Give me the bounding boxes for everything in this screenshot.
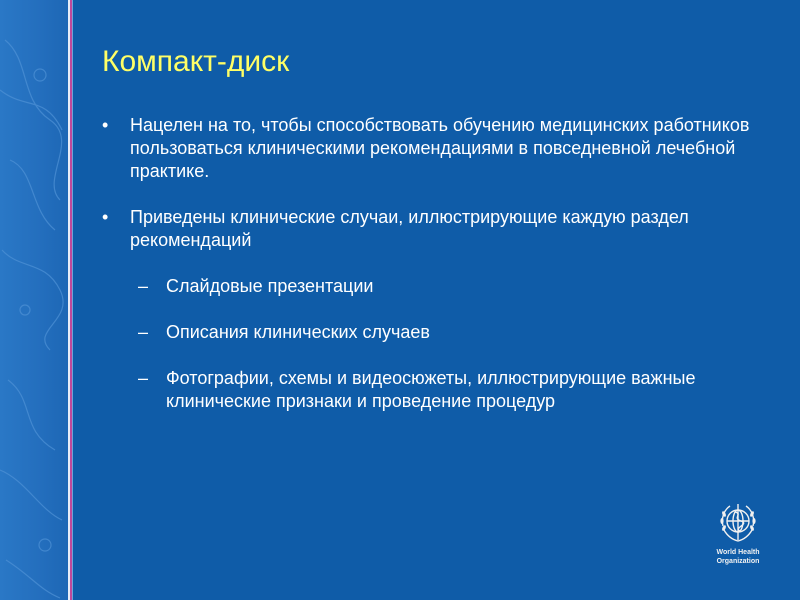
bullet-item xyxy=(102,114,762,183)
sub-item xyxy=(102,275,762,298)
sub-text: Описания клинических случаев xyxy=(166,322,430,342)
bullet-text: Нацелен на то, чтобы способствовать обучению медицинских работников пользоваться клиническими рекомендациями в повседневной лечебной практике. xyxy=(130,115,750,181)
bullet-text: Приведены клинические случаи, иллюстрирующие каждую раздел рекомендаций xyxy=(130,207,689,250)
divider-stripe-light xyxy=(72,0,73,600)
decorative-side-panel xyxy=(0,0,68,600)
sub-item xyxy=(102,367,762,413)
who-logo-line1: World Health xyxy=(716,549,760,556)
slide-content xyxy=(102,114,762,413)
slide-title: Компакт-диск xyxy=(102,45,290,78)
who-logo-text xyxy=(706,548,770,566)
bullet-marker: • xyxy=(102,115,109,135)
who-emblem-icon xyxy=(715,500,761,546)
sub-text: Слайдовые презентации xyxy=(166,276,374,296)
who-logo xyxy=(706,500,770,572)
sub-marker: – xyxy=(138,276,149,296)
who-logo-line2: Organization xyxy=(716,558,760,565)
sub-item xyxy=(102,321,762,344)
sub-marker: – xyxy=(138,322,149,342)
bullet-marker: • xyxy=(102,207,109,227)
bullet-item xyxy=(102,206,762,252)
sub-marker: – xyxy=(138,368,149,388)
sub-text: Фотографии, схемы и видеосюжеты, иллюстрирующие важные клинические признаки и проведение процедур xyxy=(166,368,696,411)
decorative-pattern-icon xyxy=(0,0,68,600)
